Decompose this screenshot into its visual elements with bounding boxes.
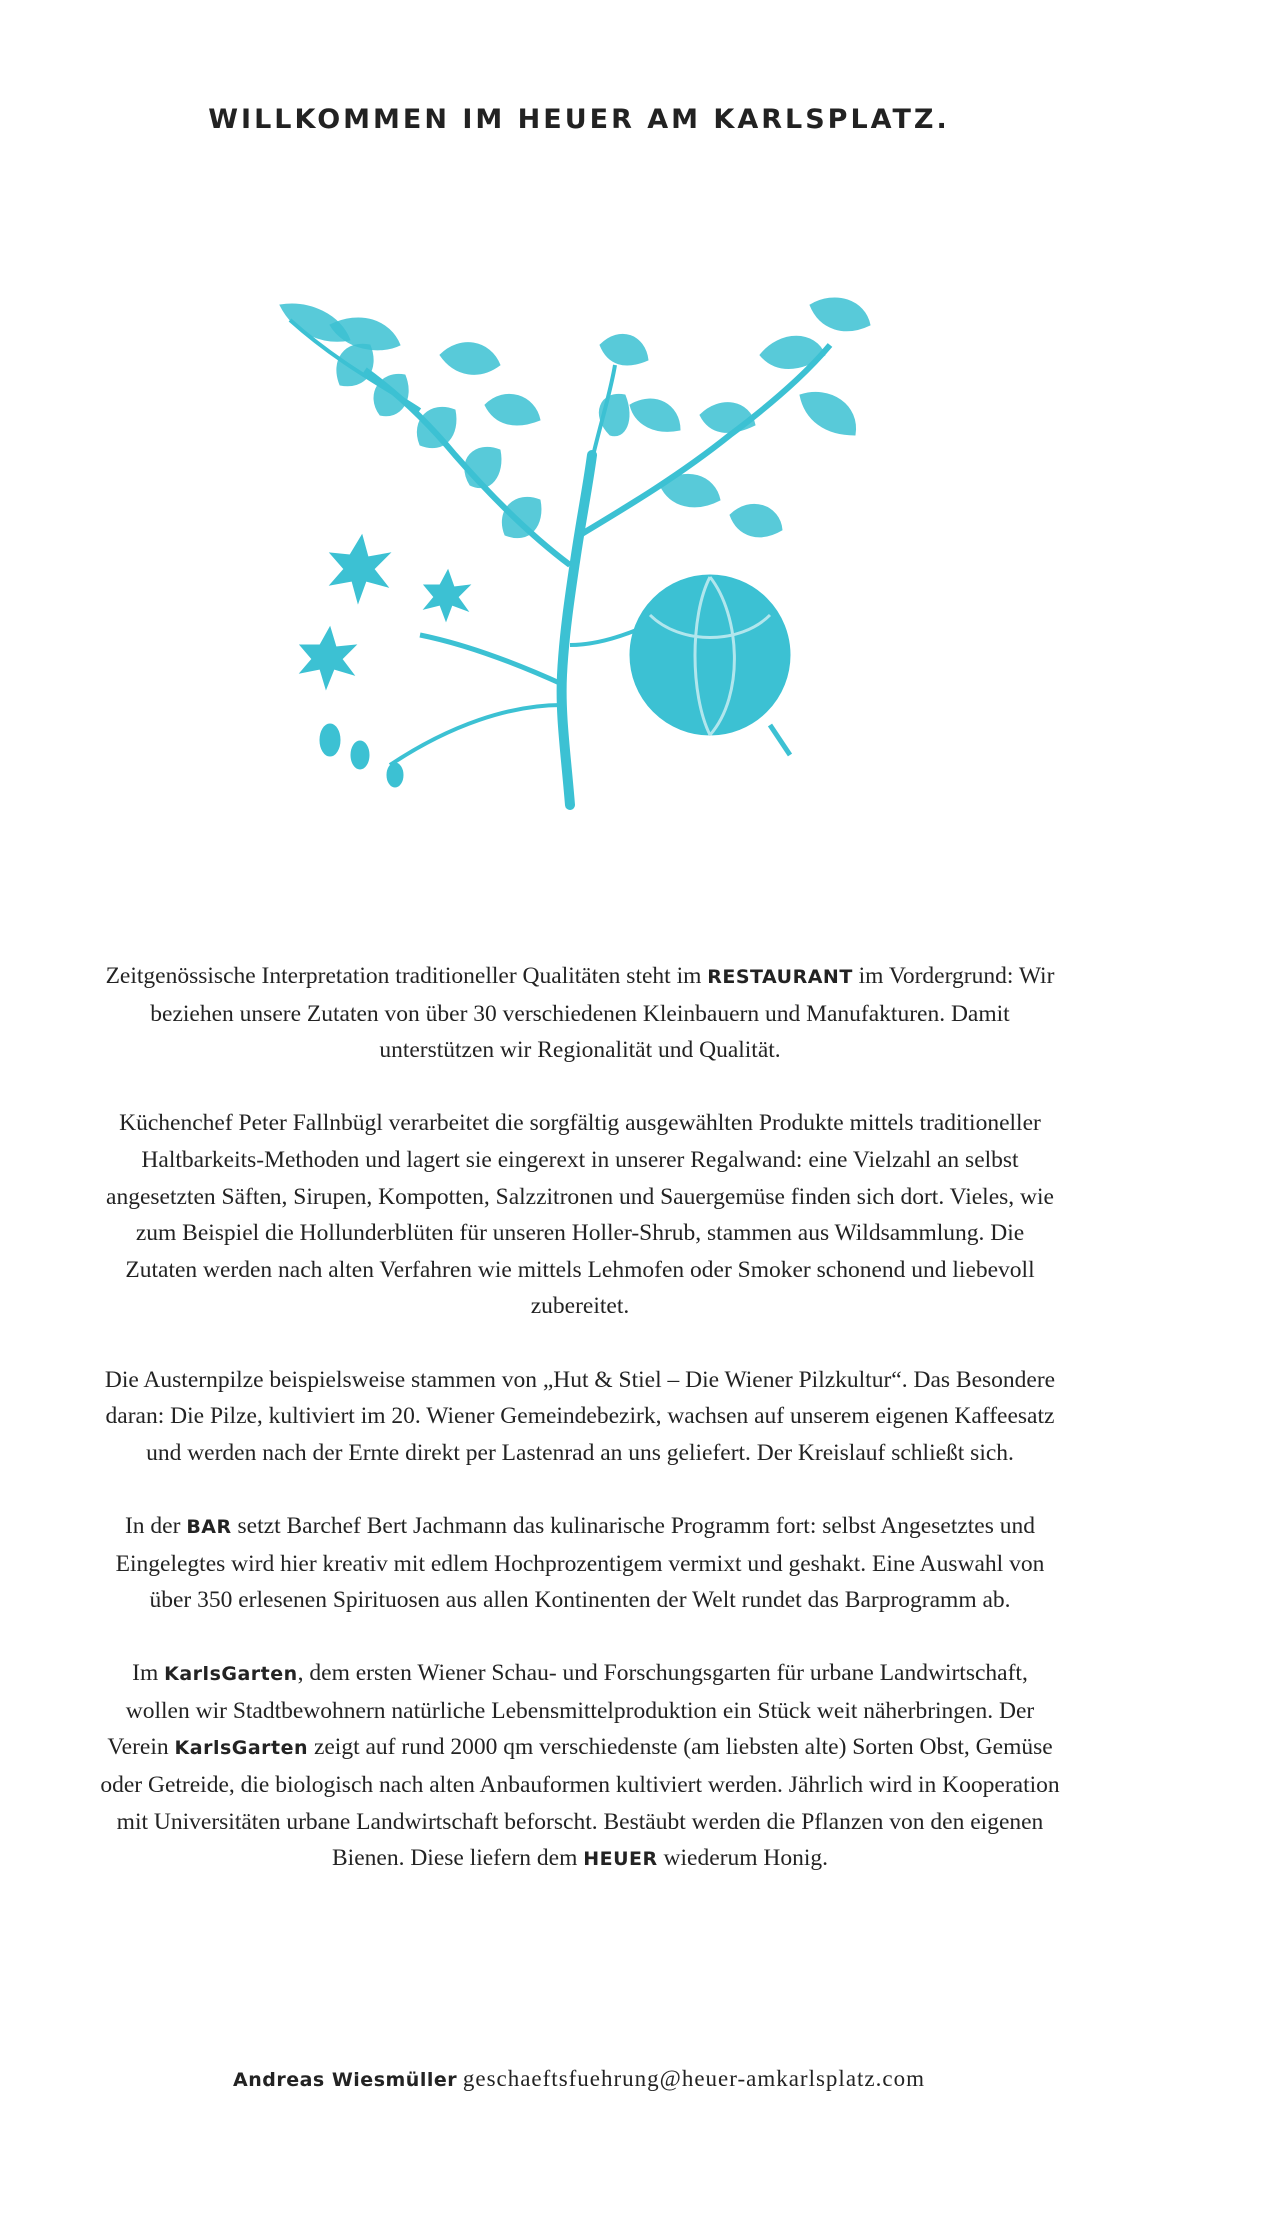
highlight-karlsgarten: KarlsGarten	[164, 1663, 298, 1686]
highlight-karlsgarten: KarlsGarten	[174, 1737, 309, 1760]
text-run: Zeitgenössische Interpretation traditioneller Qualitäten steht im	[105, 963, 708, 989]
text-run: zeigt auf rund 2000 qm verschiedenste (am liebsten alte) Sorten Obst, Gemüse oder Getreide, die biologisch nach alten Anbauformen kultiviert werden. Jährlich wird in Kooperation mit Universitäten urbane Landwirtschaft beforscht. Bestäubt werden die Pflanzen von den eigenen Bienen. Diese liefern dem	[100, 1734, 1060, 1872]
text-run: In der	[124, 1512, 187, 1539]
paragraph-bar	[100, 1508, 1060, 1619]
text-run: Im	[132, 1660, 165, 1687]
text-run: Küchenchef Peter Fallnbügl verarbeitet die sorgfältig ausgewählten Produkte mittels traditioneller Haltbarkeits-Methoden und lagert sie eingerext in unserer Regalwand: eine Vielzahl an selbst angesetzten Säften, Sirupen, Kompotten, Salzzitronen und Sauergemüse finden sich dort. Vieles, wie zum Beispiel die Hollunderblüten für unseren Holler-Shrub, stammen aus Wildsammlung. Die Zutaten werden nach alten Verfahren wie mittels Lehmofen oder Smoker schonend und liebevoll zubereitet.	[106, 1110, 1054, 1320]
contact-email[interactable]: geschaeftsfuehrung@heuer-amkarlsplatz.com	[462, 2066, 925, 2091]
contact-name: Andreas Wiesmüller	[233, 2069, 458, 2091]
paragraph-mushrooms	[100, 1362, 1060, 1472]
text-run: setzt Barchef Bert Jachmann das kulinarische Programm fort: selbst Angesetztes und Eingelegtes wird hier kreativ mit edlem Hochprozentigem vermixt und geshakt. Eine Auswahl von über 350 erlesenen Spirituosen aus allen Kontinenten der Welt rundet das Barprogramm ab.	[115, 1512, 1045, 1614]
highlight-bar: BAR	[186, 1515, 232, 1538]
text-run: , dem ersten Wiener Schau- und Forschungsgarten für urbane Landwirtschaft, wollen wir Stadtbewohnern natürliche Lebensmittelproduktion ein Stück weit näherbringen. Der Verein	[107, 1660, 1035, 1761]
text-run: wiederum Honig.	[657, 1845, 828, 1872]
highlight-restaurant: RESTAURANT	[707, 966, 853, 988]
paragraph-restaurant	[100, 958, 1060, 1069]
contact-line	[0, 2066, 1158, 2092]
tomato-plant-illustration	[270, 285, 910, 825]
body-text	[100, 958, 1060, 1914]
text-run: im Vordergrund: Wir beziehen unsere Zutaten von über 30 verschiedenen Kleinbauern und Manufakturen. Damit unterstützen wir Regionalität und Qualität.	[150, 963, 1055, 1064]
page-title: WILLKOMMEN IM HEUER AM KARLSPLATZ.	[208, 104, 950, 135]
highlight-heuer: HEUER	[583, 1848, 658, 1871]
text-run: Die Austernpilze beispielsweise stammen von „Hut & Stiel – Die Wiener Pilzkultur“. Das Besondere daran: Die Pilze, kultiviert im 20. Wiener Gemeindebezirk, wachsen auf unserem eigenen Kaffeesatz und werden nach der Ernte direkt per Lastenrad an uns geliefert. Der Kreislauf schließt sich.	[104, 1366, 1056, 1466]
paragraph-karlsgarten	[100, 1655, 1060, 1878]
paragraph-kitchen	[100, 1105, 1060, 1325]
